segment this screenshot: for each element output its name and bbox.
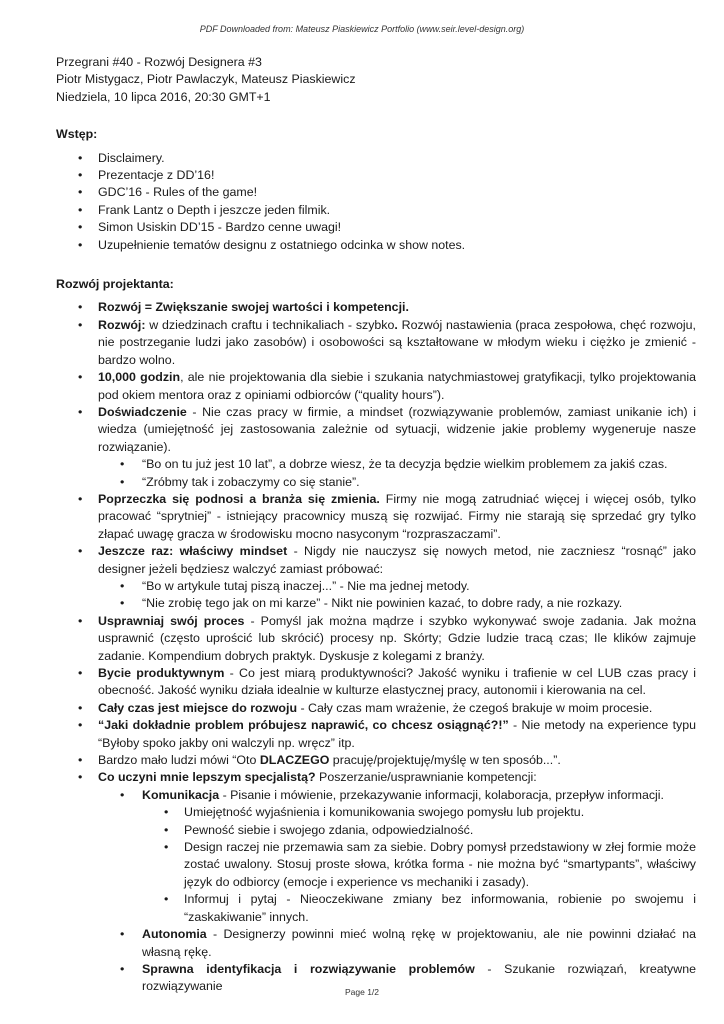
list-item: • Doświadczenie - Nie czas pracy w firmie, a mindset (rozwiązywanie problemów, zamiast unikanie ich) i wiedza (umiejętność jej zastosowania zależnie od sytuacji, widzenie jakie problemy wygeneruje nasze rozwiązanie). • “Bo on tu już jest 10 lat”, a dobrze wiesz, że ta decyzja będzie wielkim problemem za jakiś czas. • “Zróbmy tak i zobaczymy co się stanie”. — [56, 404, 696, 491]
competence-list — [98, 787, 696, 996]
sub-list-item: • “Nie zrobię tego jak on mi karze” - Nikt nie powinien kazać, to dobre rady, a nie rozkazy. — [98, 595, 696, 612]
list-item: • Co uczyni mnie lepszym specjalistą? Poszerzanie/usprawnianie kompetencji: • Komunikacja - Pisanie i mówienie, przekazywanie informacji, kolaboracja, przepływ informacji. • Umiejętność wyjaśnienia i komunikowania swojego pomysłu lub projektu. • Pewność siebie i swojego zdania, odpowiedzialność. • Design raczej nie przemawia sam za siebie. Dobry pomysł przedstawiony w złej formie może zostać uwalony. Stosuj proste słowa, krótka forma - nie można być “smartypants”, właściwy język do odbiorcy (emocje i experience vs mechaniki i zasady). • Informuj i pytaj - Nieoczekiwane zmiany bez informowania, robienie po swojemu i “zaskakiwanie” innych. • Autonomia - Designerzy powinni mieć wolną rękę w projektowaniu, ale nie powinni działać na własną rękę. • Sprawna identyfikacja i rozwiązywanie problemów - Szukanie rozwiązań, kreatywne rozwiązywanie — [56, 769, 696, 995]
sub-list-item: • “Zróbmy tak i zobaczymy co się stanie”. — [98, 474, 696, 491]
competence-item: • Sprawna identyfikacja i rozwiązywanie problemów - Szukanie rozwiązań, kreatywne rozwiązywanie — [98, 961, 696, 996]
document-page — [56, 54, 696, 996]
development-heading: Rozwój projektanta: — [56, 277, 174, 292]
sub-list — [98, 578, 696, 613]
list-item: • Rozwój: w dziedzinach craftu i technikaliach - szybko. Rozwój nastawienia (praca zespołowa, chęć rozwoju, nie postrzeganie ludzi jako zasobów) i osobowości są kształtowane w młodym wieku i ciężko je zmienić - bardzo wolno. — [56, 317, 696, 369]
list-item: • “Jaki dokładnie problem próbujesz naprawić, co chcesz osiągnąć?!” - Nie metody na experience typu “Byłoby spoko jakby oni walczyli np. wręcz” itp. — [56, 717, 696, 752]
intro-item: • Disclaimery. — [56, 150, 696, 167]
list-item: • Bycie produktywnym - Co jest miarą produktywności? Jakość wyniku i trafienie w cel LUB czas pracy i obecność. Jakość wyniku działa idealnie w kulturze elastycznej pracy, autonomii i kierowania na cel. — [56, 665, 696, 700]
intro-item: • Prezentacje z DD’16! — [56, 167, 696, 184]
list-item: • Usprawniaj swój proces - Pomyśl jak można mądrze i szybko wykonywać swoje zadania. Jak można usprawnić (często uprościć lub skrócić) procesy np. Skórty; Gdzie ludzie tracą czas; Ile klików zajmuje zadanie. Kompendium dobrych praktyk. Dyskusje z kolegami z branży. — [56, 613, 696, 665]
sub-list-item: • “Bo on tu już jest 10 lat”, a dobrze wiesz, że ta decyzja będzie wielkim problemem za jakiś czas. — [98, 456, 696, 473]
sub-list-item: • Informuj i pytaj - Nieoczekiwane zmiany bez informowania, robienie po swojemu i “zaskakiwanie” innych. — [142, 891, 696, 926]
intro-list — [56, 150, 696, 254]
list-item: • Rozwój = Zwiększanie swojej wartości i kompetencji. — [56, 299, 696, 316]
episode-title: Przegrani #40 - Rozwój Designera #3 — [56, 55, 262, 69]
competence-item: • Autonomia - Designerzy powinni mieć wolną rękę w projektowaniu, ale nie powinni działać na własną rękę. — [98, 926, 696, 961]
competence-item: • Komunikacja - Pisanie i mówienie, przekazywanie informacji, kolaboracja, przepływ informacji. • Umiejętność wyjaśnienia i komunikowania swojego pomysłu lub projektu. • Pewność siebie i swojego zdania, odpowiedzialność. • Design raczej nie przemawia sam za siebie. Dobry pomysł przedstawiony w złej formie może zostać uwalony. Stosuj proste słowa, krótka forma - nie można być “smartypants”, właściwy język do odbiorcy (emocje i experience vs mechaniki i zasady). • Informuj i pytaj - Nieoczekiwane zmiany bez informowania, robienie po swojemu i “zaskakiwanie” innych. — [98, 787, 696, 926]
intro-item: • Uzupełnienie tematów designu z ostatniego odcinka w show notes. — [56, 237, 696, 254]
pdf-source-note: PDF Downloaded from: Mateusz Piaskiewicz Portfolio (www.seir.level-design.org) — [199, 24, 525, 34]
sub-list-item: • Design raczej nie przemawia sam za siebie. Dobry pomysł przedstawiony w złej formie może zostać uwalony. Stosuj proste słowa, krótka forma - nie można być “smartypants”, właściwy język do odbiorcy (emocje i experience vs mechaniki i zasady). — [142, 839, 696, 891]
list-item: • Bardzo mało ludzi mówi “Oto DLACZEGO pracuję/projektuję/myślę w ten sposób...”. — [56, 752, 696, 769]
page-number: Page 1/2 — [344, 987, 380, 997]
intro-heading: Wstęp: — [56, 127, 98, 142]
intro-item: • Frank Lantz o Depth i jeszcze jeden filmik. — [56, 202, 696, 219]
intro-item: • GDC’16 - Rules of the game! — [56, 184, 696, 201]
date-time: Niedziela, 10 lipca 2016, 20:30 GMT+1 — [56, 89, 271, 104]
sub-list — [98, 456, 696, 491]
intro-item: • Simon Usiskin DD’15 - Bardzo cenne uwagi! — [56, 219, 696, 236]
sub-list-item: • “Bo w artykule tutaj piszą inaczej...” - Nie ma jednej metody. — [98, 578, 696, 595]
authors: Piotr Mistygacz, Piotr Pawlaczyk, Mateusz Piaskiewicz — [56, 72, 356, 87]
communication-sub-list — [142, 804, 696, 926]
list-item: • Jeszcze raz: właściwy mindset - Nigdy nie nauczysz się nowych metod, nie zaczniesz “rosnąć” jako designer jeżeli będziesz walczyć zamiast próbować: • “Bo w artykule tutaj piszą inaczej...” - Nie ma jednej metody. • “Nie zrobię tego jak on mi karze” - Nikt nie powinien kazać, to dobre rady, a nie rozkazy. — [56, 543, 696, 613]
document-header — [56, 54, 696, 106]
sub-list-item: • Umiejętność wyjaśnienia i komunikowania swojego pomysłu lub projektu. — [142, 804, 696, 821]
list-item: • Cały czas jest miejsce do rozwoju - Cały czas mam wrażenie, że czegoś brakuje w moim procesie. — [56, 700, 696, 717]
list-item: • 10,000 godzin, ale nie projektowania dla siebie i szukania natychmiastowej gratyfikacji, tylko projektowania pod okiem mentora oraz z opiniami odbiorców (“quality hours”). — [56, 369, 696, 404]
development-list — [56, 299, 696, 995]
sub-list-item: • Pewność siebie i swojego zdania, odpowiedzialność. — [142, 822, 696, 839]
list-item: • Poprzeczka się podnosi a branża się zmienia. Firmy nie mogą zatrudniać więcej i więcej osób, tylko pracować “sprytniej” - istniejący pracownicy muszą się rozwijać. Firmy nie starają się sprzedać gry tylko złapać uwagę gracza w środowisku mocno nasyconym “rozpraszaczami”. — [56, 491, 696, 543]
